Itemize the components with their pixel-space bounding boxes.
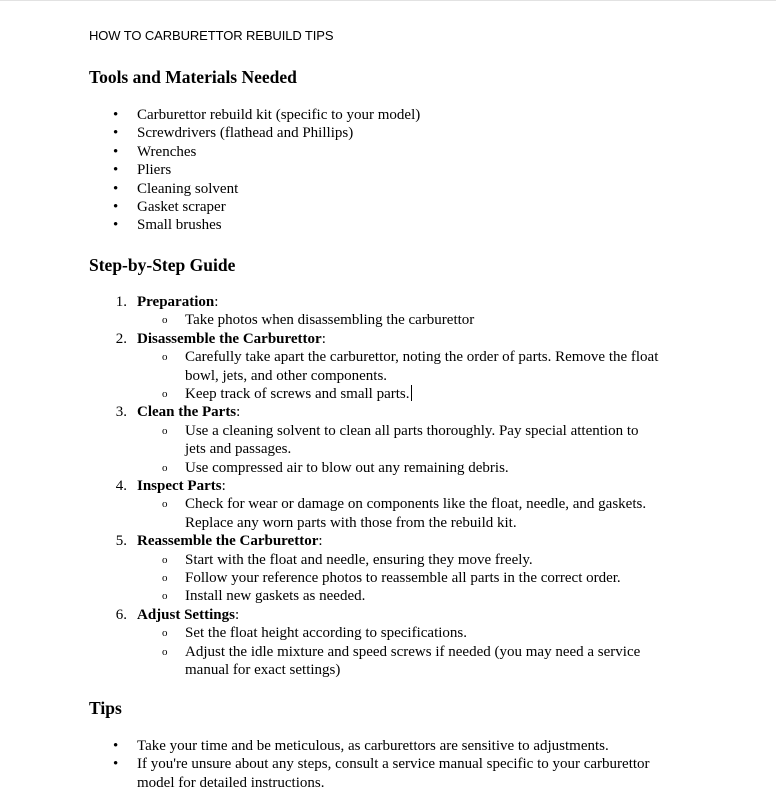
- bullet-dot: •: [113, 180, 119, 197]
- sub-bullet-circle: o: [162, 424, 168, 437]
- step-subitem-line: Replace any worn parts with those from the rebuild kit.: [185, 514, 517, 531]
- guide-heading: Step-by-Step Guide: [89, 255, 236, 275]
- step-subitem-line: Install new gaskets as needed.: [185, 588, 366, 605]
- step-subitem-line: jets and passages.: [185, 441, 292, 458]
- step-subitem-line: Start with the float and needle, ensuring they move freely.: [185, 551, 533, 568]
- sub-bullet-circle: o: [162, 388, 168, 400]
- step-title: Adjust Settings:: [137, 606, 240, 623]
- step-subitem-line: manual for exact settings): [185, 662, 341, 678]
- step-number: 1.: [115, 294, 127, 310]
- tool-item: Small brushes: [137, 217, 222, 234]
- step-subitem-line: Use a cleaning solvent to clean all parts thoroughly. Pay special attention to: [185, 422, 639, 439]
- bullet-dot: •: [113, 217, 119, 234]
- text-cursor: [411, 385, 412, 401]
- sub-bullet-circle: o: [162, 351, 168, 364]
- step-number: 2.: [115, 330, 127, 347]
- sub-bullet-circle: o: [162, 572, 168, 584]
- tool-item: Carburettor rebuild kit (specific to your model): [137, 107, 421, 123]
- tool-item: Wrenches: [137, 143, 197, 160]
- step-title: Reassemble the Carburettor:: [137, 533, 323, 550]
- step-title: Preparation:: [137, 294, 219, 310]
- tool-item: Pliers: [137, 162, 172, 179]
- step-subitem-line: bowl, jets, and other components.: [185, 367, 388, 384]
- bullet-dot: •: [113, 125, 119, 142]
- step-subitem-line: Keep track of screws and small parts.: [185, 386, 410, 402]
- sub-bullet-circle: o: [162, 645, 168, 658]
- step-subitem-line: Use compressed air to blow out any remaining debris.: [185, 459, 509, 476]
- bullet-dot: •: [113, 162, 119, 179]
- tip-line: model for detailed instructions.: [137, 774, 325, 791]
- step-subitem-line: Follow your reference photos to reassemble all parts in the correct order.: [185, 570, 621, 586]
- step-subitem-line: Set the float height according to specifications.: [185, 625, 467, 642]
- sub-bullet-circle: o: [162, 627, 168, 640]
- step-subitem-line: Take photos when disassembling the carburettor: [185, 312, 475, 329]
- document-title: HOW TO CARBURETTOR REBUILD TIPS: [89, 28, 334, 43]
- sub-bullet-circle: o: [162, 590, 168, 603]
- step-number: 4.: [115, 478, 127, 494]
- tool-item: Cleaning solvent: [137, 180, 239, 197]
- step-number: 6.: [115, 606, 127, 623]
- sub-bullet-circle: o: [162, 314, 168, 327]
- tip-line: If you're unsure about any steps, consult a service manual specific to your carburettor: [137, 756, 650, 773]
- tools-heading: Tools and Materials Needed: [89, 67, 297, 87]
- bullet-dot: •: [113, 756, 119, 773]
- step-title: Clean the Parts:: [137, 404, 241, 421]
- bullet-dot: •: [113, 107, 119, 123]
- step-number: 5.: [115, 533, 127, 550]
- sub-bullet-circle: o: [162, 461, 168, 474]
- bullet-dot: •: [113, 199, 119, 215]
- tool-item: Screwdrivers (flathead and Phillips): [137, 125, 354, 142]
- step-subitem-line: Check for wear or damage on components like the float, needle, and gaskets.: [185, 496, 647, 513]
- sub-bullet-circle: o: [162, 498, 168, 511]
- sub-bullet-circle: o: [162, 553, 168, 566]
- step-number: 3.: [115, 404, 127, 421]
- bullet-dot: •: [113, 143, 119, 160]
- step-title: Inspect Parts:: [137, 478, 226, 494]
- step-subitem-line: Carefully take apart the carburettor, noting the order of parts. Remove the float: [185, 349, 659, 366]
- tips-heading: Tips: [89, 698, 122, 718]
- bullet-dot: •: [113, 738, 119, 754]
- tool-item: Gasket scraper: [137, 199, 226, 215]
- step-title: Disassemble the Carburettor:: [137, 330, 326, 347]
- tip-line: Take your time and be meticulous, as carburettors are sensitive to adjustments.: [137, 738, 609, 754]
- step-subitem-line: Adjust the idle mixture and speed screws if needed (you may need a service: [185, 643, 641, 660]
